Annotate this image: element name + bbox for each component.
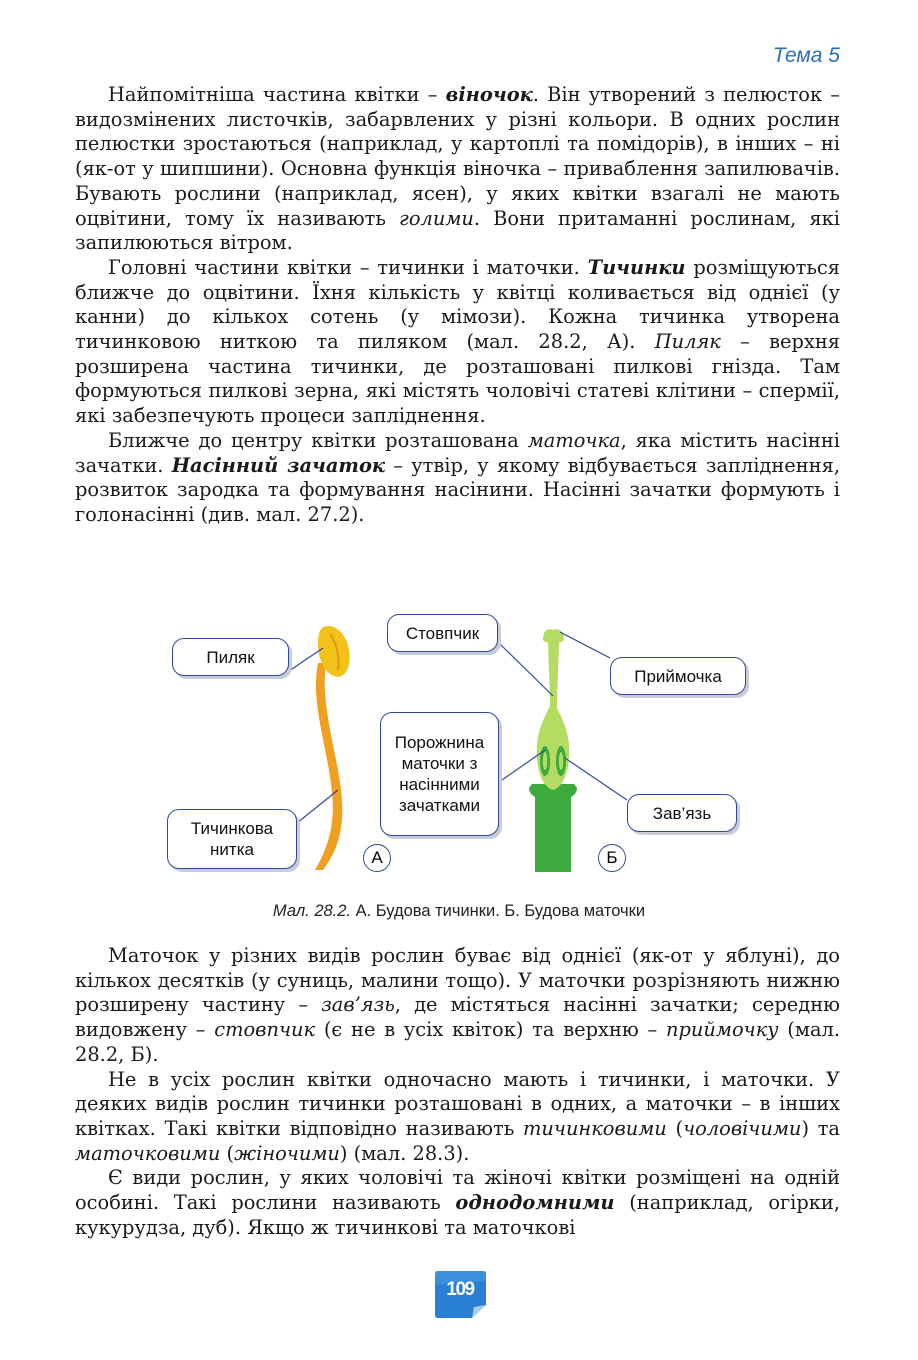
marker-a: А (363, 844, 391, 872)
ovary-shape (537, 700, 570, 790)
term-bold-italic: однодомними (455, 1191, 615, 1215)
text-run: – верхня розширена частина тичинки, де розташовані пилкові гнізда. Там формуються пилкові зерна, які містять чоловічі статеві клітини – спермії, які забезпечують процеси запліднення. (75, 330, 840, 428)
page-number: 109 (446, 1279, 474, 1300)
text-run: – утвір, у якому відбувається запліднення, розвиток зародка та формування насінини. Насінні зачатки формують і голонасінні (див. мал. 27.2). (75, 453, 840, 526)
term-italic: зав’язь (321, 993, 395, 1017)
term-italic: Пиляк (654, 330, 721, 354)
text-run: , яка містить насінні зачатки. (75, 428, 840, 477)
label-tychynkova-nytka: Тичинкова нитка (167, 809, 297, 869)
text-run: Ближче до центру квітки розташована (108, 428, 528, 452)
text-run: ( (220, 1141, 235, 1165)
page-number-badge (433, 1271, 487, 1319)
connector-line (297, 790, 338, 823)
term-italic: маточковими (75, 1141, 221, 1165)
label-porozhnyna: Порожнина маточки з насінними зачатками (380, 712, 499, 836)
term-italic: тичинковими (523, 1116, 667, 1140)
body-text-top (75, 83, 840, 528)
paragraph (75, 944, 840, 1068)
text-run: . Він утворений з пелюсток – видозмінених листочків, забарвлених у різні кольори. В одних рослин пелюстки зростаються (наприклад, у картоплі та помідорів), в інших – ні (як-от у шипшини). Основна функція віночка – приваблення запилювачів. Бувають рослини (наприклад, ясен), у яких квітки взагалі не мають оцвітини, тому їх називають (75, 83, 840, 230)
text-run: ) та (801, 1116, 840, 1140)
text-run: Є види рослин, у яких чоловічі та жіночі квітки розміщені на одній особині. Такі рослини називають (75, 1166, 840, 1215)
text-run: Головні частини квітки – тичинки і маточки. (108, 255, 588, 279)
term-italic: маточка (527, 428, 621, 452)
stigma-shape (543, 629, 564, 642)
figure-flower-structure (160, 608, 760, 883)
caption-text: А. Будова тичинки. Б. Будова маточки (351, 902, 646, 920)
receptacle-shape (535, 796, 571, 872)
marker-b: Б (598, 844, 626, 872)
style-shape (548, 638, 559, 708)
text-run: (наприклад, огірки, кукурудза, дуб). Якщо ж тичинкові та маточкові (75, 1191, 840, 1239)
figure-caption (0, 902, 918, 921)
text-run: розміщуються ближче до оцвітини. Їхня кількість у квітці коливається від однієї (у канни) до кількох сотень (у мімози). Кожна тичинка утворена тичинковою ниткою та пиляком (мал. 28.2, А). (75, 255, 840, 354)
term-bold-italic: Тичинки (587, 255, 686, 279)
paragraph (75, 429, 840, 528)
text-run: Найпомітніша частина квітки – (108, 83, 446, 106)
paragraph (75, 1068, 840, 1167)
caption-number: Мал. 28.2. (272, 902, 352, 920)
paragraph (75, 1166, 840, 1240)
paragraph (75, 83, 840, 256)
topic-header: Тема 5 (772, 44, 840, 67)
connector-line (560, 632, 610, 658)
term-bold-italic: Насінний зачаток (171, 453, 386, 477)
paragraph (75, 256, 840, 429)
term-italic: голими (399, 206, 474, 230)
term-bold-italic: віночок (445, 83, 533, 106)
term-italic: стовпчик (214, 1018, 316, 1042)
text-run: , де містяться насінні зачатки; середню видовжену – (75, 993, 840, 1042)
term-italic: жіночими (234, 1141, 340, 1165)
connector-line (498, 642, 553, 696)
text-run: Не в усіх рослин квітки одночасно мають і тичинки, і маточки. У деяких видів рослин тичинки розташовані в одних, а маточки – в інших квітках. Такі квітки відповідно називають (75, 1067, 840, 1140)
text-run: (мал. 28.2, Б). (75, 1018, 840, 1066)
body-text-bottom (75, 944, 840, 1240)
text-run: ) (мал. 28.3). (339, 1141, 470, 1165)
text-run: ( (666, 1116, 684, 1140)
label-stovpchyk: Стовпчик (387, 614, 498, 652)
label-pryimochka: Приймочка (610, 657, 746, 695)
text-run: (є не в усіх квіток) та верхню – (315, 1018, 666, 1042)
term-italic: чоловічими (683, 1116, 802, 1140)
label-pylyak: Пиляк (172, 638, 289, 676)
term-italic: приймочку (666, 1018, 779, 1042)
label-zavyaz: Зав’язь (627, 794, 737, 832)
filament-shape (315, 663, 342, 870)
text-run: . Вони притаманні рослинам, які запилюються вітром. (75, 206, 840, 255)
text-run: Маточок у різних видів рослин буває від однієї (як-от у яблуні), до кількох десятків (у суниць, малини тощо). У маточки розрізняють нижню розширену частину – (75, 944, 840, 1017)
